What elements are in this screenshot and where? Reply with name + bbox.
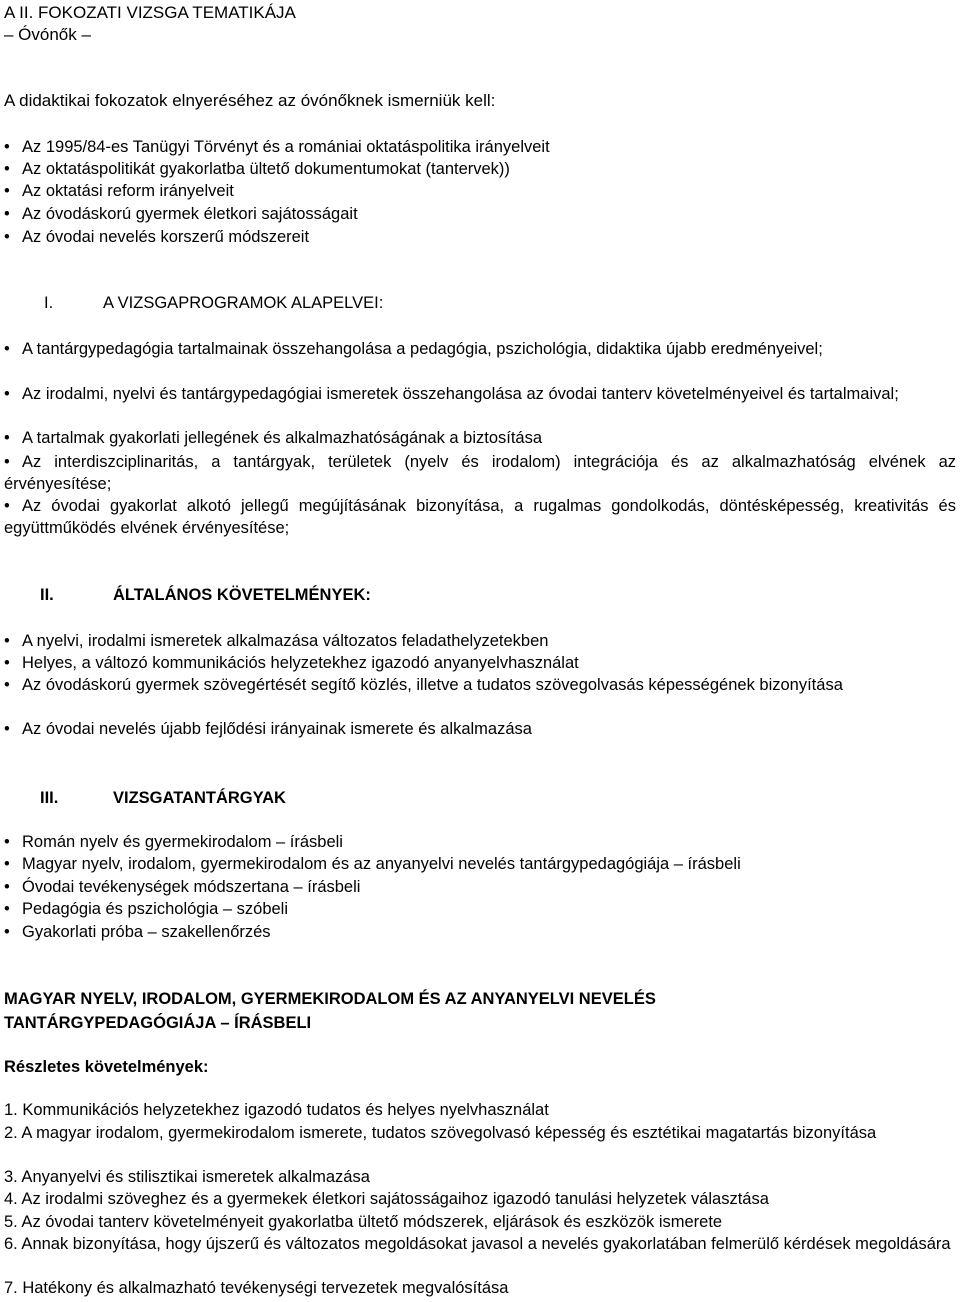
bullet-icon: • [4,340,10,358]
list-item: • Gyakorlati próba – szakellenőrzés [4,923,271,941]
document-subtitle: – Óvónők – [4,25,91,44]
list-item: • Az oktatási reform irányelveit [4,182,234,200]
section-1-title: A VIZSGAPROGRAMOK ALAPELVEI: [103,294,384,312]
bullet-icon: • [4,138,10,156]
list-item: • Román nyelv és gyermekirodalom – írásbeli [4,833,343,851]
list-item: 1. Kommunikációs helyzetekhez igazodó tudatos és helyes nyelvhasználat [4,1101,549,1119]
list-item: • Az óvodáskorú gyermek szövegértését segítő közlés, illetve a tudatos szövegolvasás képességének bizonyítása [4,676,843,694]
list-item: • A nyelvi, irodalmi ismeretek alkalmazása változatos feladathelyzetekben [4,632,549,650]
list-item: 4. Az irodalmi szöveghez és a gyermekek életkori sajátosságaihoz igazodó tanulási helyzetek választása [4,1190,769,1208]
list-item: 6. Annak bizonyítása, hogy újszerű és változatos megoldásokat javasol a nevelés gyakorlatában felmerülő kérdések megoldására [4,1235,951,1253]
list-item: • Az oktatáspolitikát gyakorlatba ültető dokumentumokat (tantervek)) [4,160,510,178]
bullet-icon: • [4,720,10,738]
list-item: • Az interdiszciplinaritás, a tantárgyak, területek (nyelv és irodalom) integrációja és az alkalmazhatóság elvének az érvényesítése; [4,453,956,493]
subject-title-line-1: MAGYAR NYELV, IRODALOM, GYERMEKIRODALOM ÉS AZ ANYANYELVI NEVELÉS [4,990,656,1008]
document-title: A II. FOKOZATI VIZSGA TEMATIKÁJA [4,3,296,22]
bullet-icon: • [4,182,10,200]
list-item: • Az óvodai nevelés újabb fejlődési irányainak ismerete és alkalmazása [4,720,532,738]
bullet-icon: • [4,923,10,941]
bullet-icon: • [4,429,10,447]
bullet-icon: • [4,160,10,178]
list-item: • Az óvodai nevelés korszerű módszereit [4,228,310,246]
list-item: • A tantárgypedagógia tartalmainak összehangolása a pedagógia, pszichológia, didaktika újabb eredményeivel; [4,339,956,361]
section-1-number: I. [44,294,54,312]
list-item: • Az óvodai gyakorlat alkotó jellegű megújításának bizonyítása, a rugalmas gondolkodás, döntésképesség, kreativitás és együttműködés elvének érvényesítése; [4,497,956,537]
bullet-icon: • [4,855,10,873]
bullet-icon: • [4,878,10,896]
intro-heading: A didaktikai fokozatok elnyeréséhez az óvónőknek ismerniük kell: [4,91,496,110]
list-item: • A tartalmak gyakorlati jellegének és alkalmazhatóságának a biztosítása [4,428,956,450]
section-2-title: ÁLTALÁNOS KÖVETELMÉNYEK: [113,586,371,604]
bullet-icon: • [4,497,10,515]
list-item: • Magyar nyelv, irodalom, gyermekirodalom és az anyanyelvi nevelés tantárgypedagógiája – írásbeli [4,855,741,873]
bullet-icon: • [4,632,10,650]
requirements-heading: Részletes követelmények: [4,1058,209,1076]
bullet-icon: • [4,385,10,403]
list-item: • Pedagógia és pszichológia – szóbeli [4,900,289,918]
bullet-icon: • [4,654,10,672]
list-item: • Helyes, a változó kommunikációs helyzetekhez igazodó anyanyelvhasználat [4,654,579,672]
bullet-icon: • [4,205,10,223]
subject-title-line-2: TANTÁRGYPEDAGÓGIÁJA – ÍRÁSBELI [4,1014,312,1032]
bullet-icon: • [4,833,10,851]
bullet-icon: • [4,453,10,471]
section-2-number: II. [40,586,54,604]
bullet-icon: • [4,228,10,246]
list-item: • Az irodalmi, nyelvi és tantárgypedagógiai ismeretek összehangolása az óvodai tanterv követelményeivel és tartalmaival; [4,384,956,406]
list-item: • Óvodai tevékenységek módszertana – írásbeli [4,878,361,896]
section-3-number: III. [40,789,59,807]
list-item: 3. Anyanyelvi és stilisztikai ismeretek alkalmazása [4,1168,370,1186]
list-item: 7. Hatékony és alkalmazható tevékenységi tervezetek megvalósítása [4,1279,509,1297]
bullet-icon: • [4,900,10,918]
list-item: 2. A magyar irodalom, gyermekirodalom ismerete, tudatos szövegolvasó képesség és esztétikai magatartás bizonyítása [4,1124,877,1142]
list-item: • Az óvodáskorú gyermek életkori sajátosságait [4,205,358,223]
list-item: • Az 1995/84-es Tanügyi Törvényt és a romániai oktatáspolitika irányelveit [4,138,550,156]
section-3-title: VIZSGATANTÁRGYAK [113,789,286,807]
list-item: 5. Az óvodai tanterv követelményeit gyakorlatba ültető módszerek, eljárások és eszközök ismerete [4,1213,723,1231]
bullet-icon: • [4,676,10,694]
